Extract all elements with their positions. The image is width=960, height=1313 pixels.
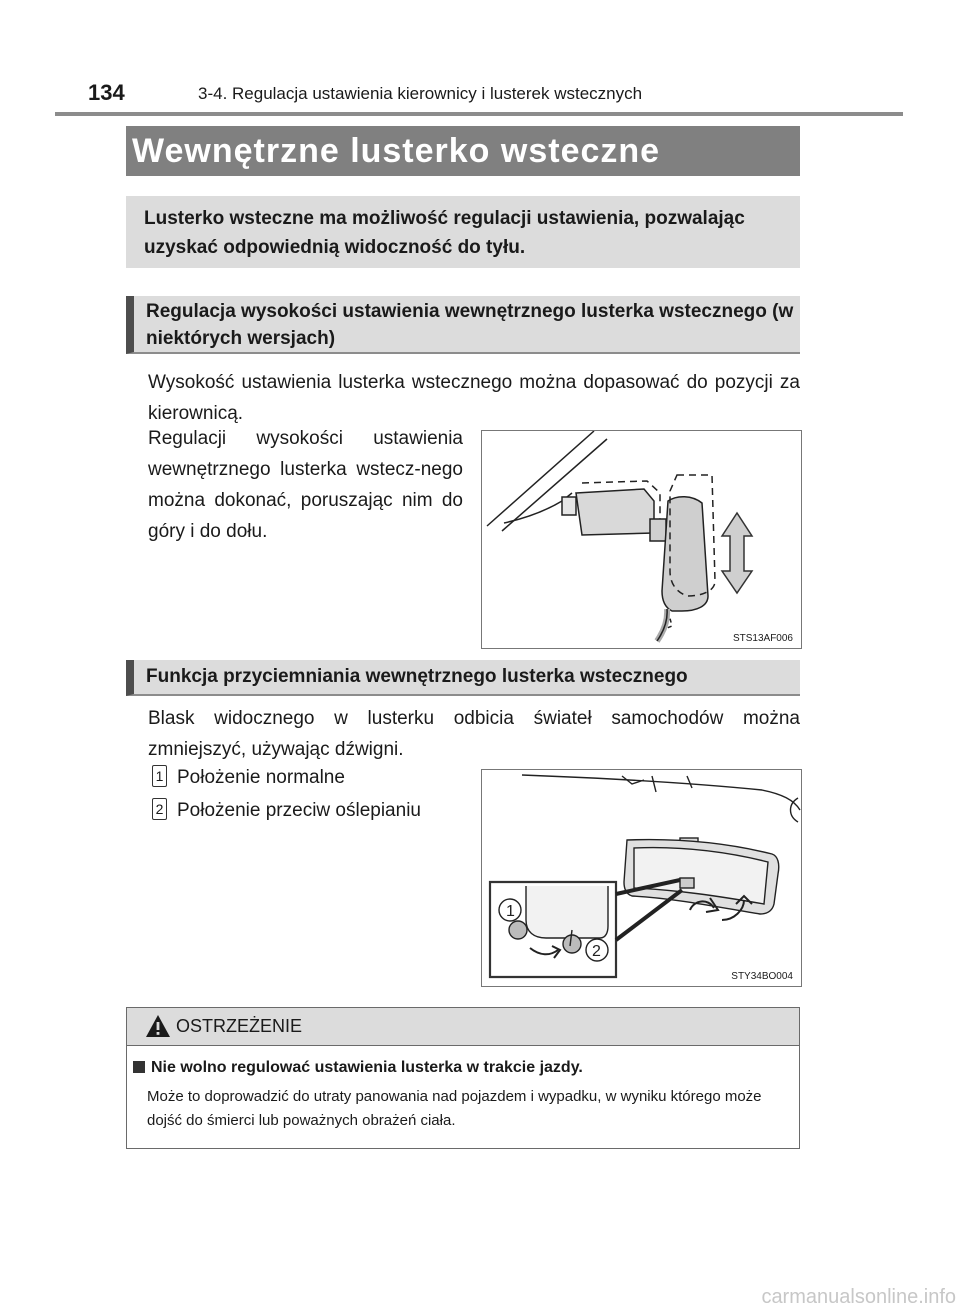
paragraph-height-instruction: Regulacji wysokości ustawienia wewnętrznego lusterka wstecz-nego można dokonać, poruszając nim do góry i do dołu. <box>148 428 463 542</box>
warning-box <box>126 1007 800 1149</box>
list-item-label: Położenie normalne <box>177 767 345 788</box>
paragraph-height-intro: Wysokość ustawienia lusterka wstecznego można dopasować do pozycji za kierownicą. <box>148 372 800 424</box>
warning-triangle-icon <box>145 1014 171 1038</box>
page-number: 134 <box>88 80 125 105</box>
figure-mirror-dimming <box>481 769 802 987</box>
number-badge: 2 <box>152 798 167 820</box>
figure-label: 2 <box>592 943 601 960</box>
list-item-label: Położenie przeciw oślepianiu <box>177 800 421 821</box>
figure-mirror-height <box>481 430 802 649</box>
paragraph-dimming: Blask widocznego w lusterku odbicia świateł samochodów można zmniejszyć, używając dźwigni. <box>148 708 800 760</box>
warning-heading-text: Nie wolno regulować ustawienia lusterka w trakcie jazdy. <box>151 1059 583 1076</box>
list-item <box>152 763 345 793</box>
watermark: carmanualsonline.info <box>761 1286 956 1308</box>
warning-label: OSTRZEŻENIE <box>176 1016 303 1036</box>
section-title: Wewnętrzne lusterko wsteczne <box>126 126 800 176</box>
square-bullet-icon <box>133 1061 145 1073</box>
warning-text: Może to doprowadzić do utraty panowania nad pojazdem i wypadku, w wyniku którego może dojść do śmierci lub poważnych obrażeń ciała. <box>147 1088 762 1129</box>
figure-label: 1 <box>506 903 515 920</box>
intro-text: Lusterko wsteczne ma możliwość regulacji ustawienia, pozwalając uzyskać odpowiednią widoczność do tyłu. <box>144 208 745 258</box>
intro-box <box>126 196 800 268</box>
number-badge: 1 <box>152 765 167 787</box>
mirror-dimming-illustration <box>482 770 803 988</box>
warning-header <box>127 1008 799 1046</box>
figure-code: STS13AF006 <box>732 633 793 644</box>
header-rule <box>55 112 903 116</box>
list-item <box>152 796 421 826</box>
figure-code: STY34BO004 <box>731 971 793 982</box>
subheading-height-adjust: Regulacja wysokości ustawienia wewnętrznego lusterka wstecznego (w niektórych wersjach) <box>126 296 800 354</box>
chapter-title: 3-4. Regulacja ustawienia kierownicy i lusterek wstecznych <box>198 84 643 103</box>
mirror-height-illustration <box>482 431 803 650</box>
warning-heading <box>133 1059 583 1077</box>
subheading-dimming: Funkcja przyciemniania wewnętrznego lusterka wstecznego <box>126 660 800 696</box>
